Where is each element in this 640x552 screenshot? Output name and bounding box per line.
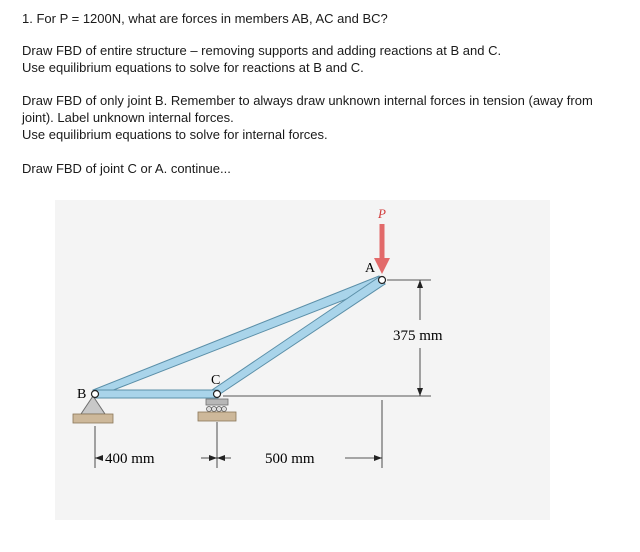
joint-a-pin <box>379 277 386 284</box>
dim-label-500: 500 mm <box>265 451 315 467</box>
instruction-paragraph-3: Draw FBD of joint C or A. continue... <box>22 161 231 176</box>
joint-label-b: B <box>77 387 87 402</box>
member-bc <box>93 390 218 398</box>
ground-c <box>198 412 236 421</box>
load-label-p: P <box>378 206 386 221</box>
instruction-line: Use equilibrium equations to solve for internal forces. <box>22 127 328 142</box>
dim-label-375: 375 mm <box>393 328 443 344</box>
roller-c-3 <box>217 407 222 412</box>
instruction-paragraph-2 <box>22 92 627 143</box>
joint-label-a: A <box>365 261 376 276</box>
figure-background <box>55 200 550 520</box>
dim-label-400: 400 mm <box>105 451 155 467</box>
instruction-paragraph-1 <box>22 42 622 76</box>
problem-title: 1. For P = 1200N, what are forces in members AB, AC and BC? <box>22 11 388 26</box>
truss-figure <box>55 200 550 520</box>
joint-b-pin <box>92 391 99 398</box>
instruction-line: Draw FBD of only joint B. Remember to always draw unknown internal forces in tension (away from <box>22 93 593 108</box>
joint-c-pin <box>214 391 221 398</box>
ground-b <box>73 414 113 423</box>
roller-support-c <box>206 399 228 405</box>
roller-c-4 <box>222 407 227 412</box>
roller-c-2 <box>212 407 217 412</box>
roller-c-1 <box>207 407 212 412</box>
joint-label-c: C <box>211 373 221 388</box>
instruction-line: Use equilibrium equations to solve for reactions at B and C. <box>22 60 364 75</box>
instruction-line: joint). Label unknown internal forces. <box>22 110 234 125</box>
instruction-line: Draw FBD of entire structure – removing supports and adding reactions at B and C. <box>22 43 502 58</box>
